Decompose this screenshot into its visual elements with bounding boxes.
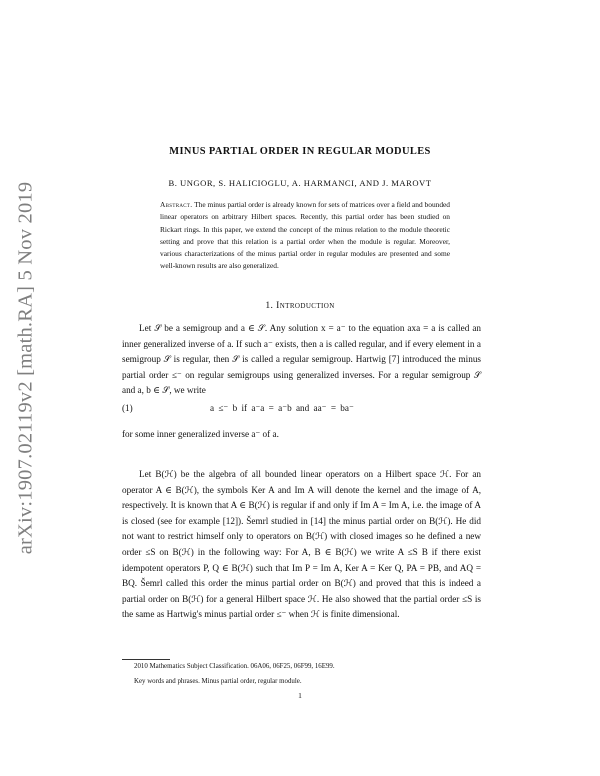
intro-paragraph-2 (122, 427, 481, 443)
intro-paragraph-1 (122, 321, 481, 399)
abstract-label: Abstract. (160, 200, 193, 209)
intro-paragraph-3 (122, 467, 481, 623)
page-number: 1 (298, 691, 302, 700)
arxiv-sidebar-stamp (9, 178, 43, 558)
paragraph-text: Let B(ℋ) be the algebra of all bounded linear operators on a Hilbert space ℋ. For an operator A ∈ B(ℋ), the symbols Ker A and Im A will denote the kernel and the image of A, respectively. It is known that A ∈ B(ℋ) is regular if and only if Im A = Im A, i.e. the image of A is closed (see for example [12]). Šemrl studied in [14] the minus partial order on B(ℋ). He did not want to restrict himself only to operators on B(ℋ) with closed images so he defined a new order ≤S on B(ℋ) in the following way: For A, B ∈ B(ℋ) we write A ≤S B if there exist idempotent operators P, Q ∈ B(ℋ) such that Im P = Im A, Ker A = Ker Q, PA = PB, and AQ = BQ. Šemrl called this order the minus partial order on B(ℋ) and proved that this is indeed a partial order on B(ℋ) for a general Hilbert space ℋ. He also showed that the partial order ≤S is the same as Hartwig's minus partial order ≤⁻ when ℋ is finite dimensional. (122, 469, 481, 620)
paragraph-text: Let 𝒮 be a semigroup and a ∈ 𝒮. Any solution x = a⁻ to the equation axa = a is called an inner generalized inverse of a. If such a⁻ exists, then a is called regular, and if every element in a semigroup 𝒮 is regular, then 𝒮 is called a regular semigroup. Hartwig [7] introduced the minus partial order ≤⁻ on regular semigroups using generalized inverses. For a regular semigroup 𝒮 and a, b ∈ 𝒮, we write (122, 323, 481, 396)
equation-body: a ≤⁻ b if a⁻a = a⁻b and aa⁻ = ba⁻ (210, 403, 354, 413)
footnote-msc: 2010 Mathematics Subject Classification. 06A06, 06F25, 06F99, 16E99. (134, 663, 335, 670)
section-heading: 1. Introduction (265, 300, 335, 311)
abstract (160, 199, 450, 273)
footnote-keywords: Key words and phrases. Minus partial order, regular module. (134, 678, 302, 685)
paragraph-text: for some inner generalized inverse a⁻ of a. (122, 429, 279, 439)
paper-title: MINUS PARTIAL ORDER IN REGULAR MODULES (169, 146, 431, 157)
abstract-text: The minus partial order is already known for sets of matrices over a field and bounded linear operators on arbitrary Hilbert spaces. Recently, this partial order has been studied on Rickart rings. In this paper, we extend the concept of the minus relation to the module theoretic setting and prove that this relation is a partial order when the module is regular. Moreover, various characterizations of the minus partial order in regular modules are presented and some well-known results are also generalized. (160, 200, 451, 271)
paper-authors: B. UNGOR, S. HALICIOGLU, A. HARMANCI, AND J. MAROVT (168, 178, 432, 188)
equation-number: (1) (122, 403, 133, 413)
arxiv-identifier: arXiv:1907.02119v2 [math.RA] 5 Nov 2019 (14, 181, 37, 555)
footnote-rule (122, 659, 170, 660)
